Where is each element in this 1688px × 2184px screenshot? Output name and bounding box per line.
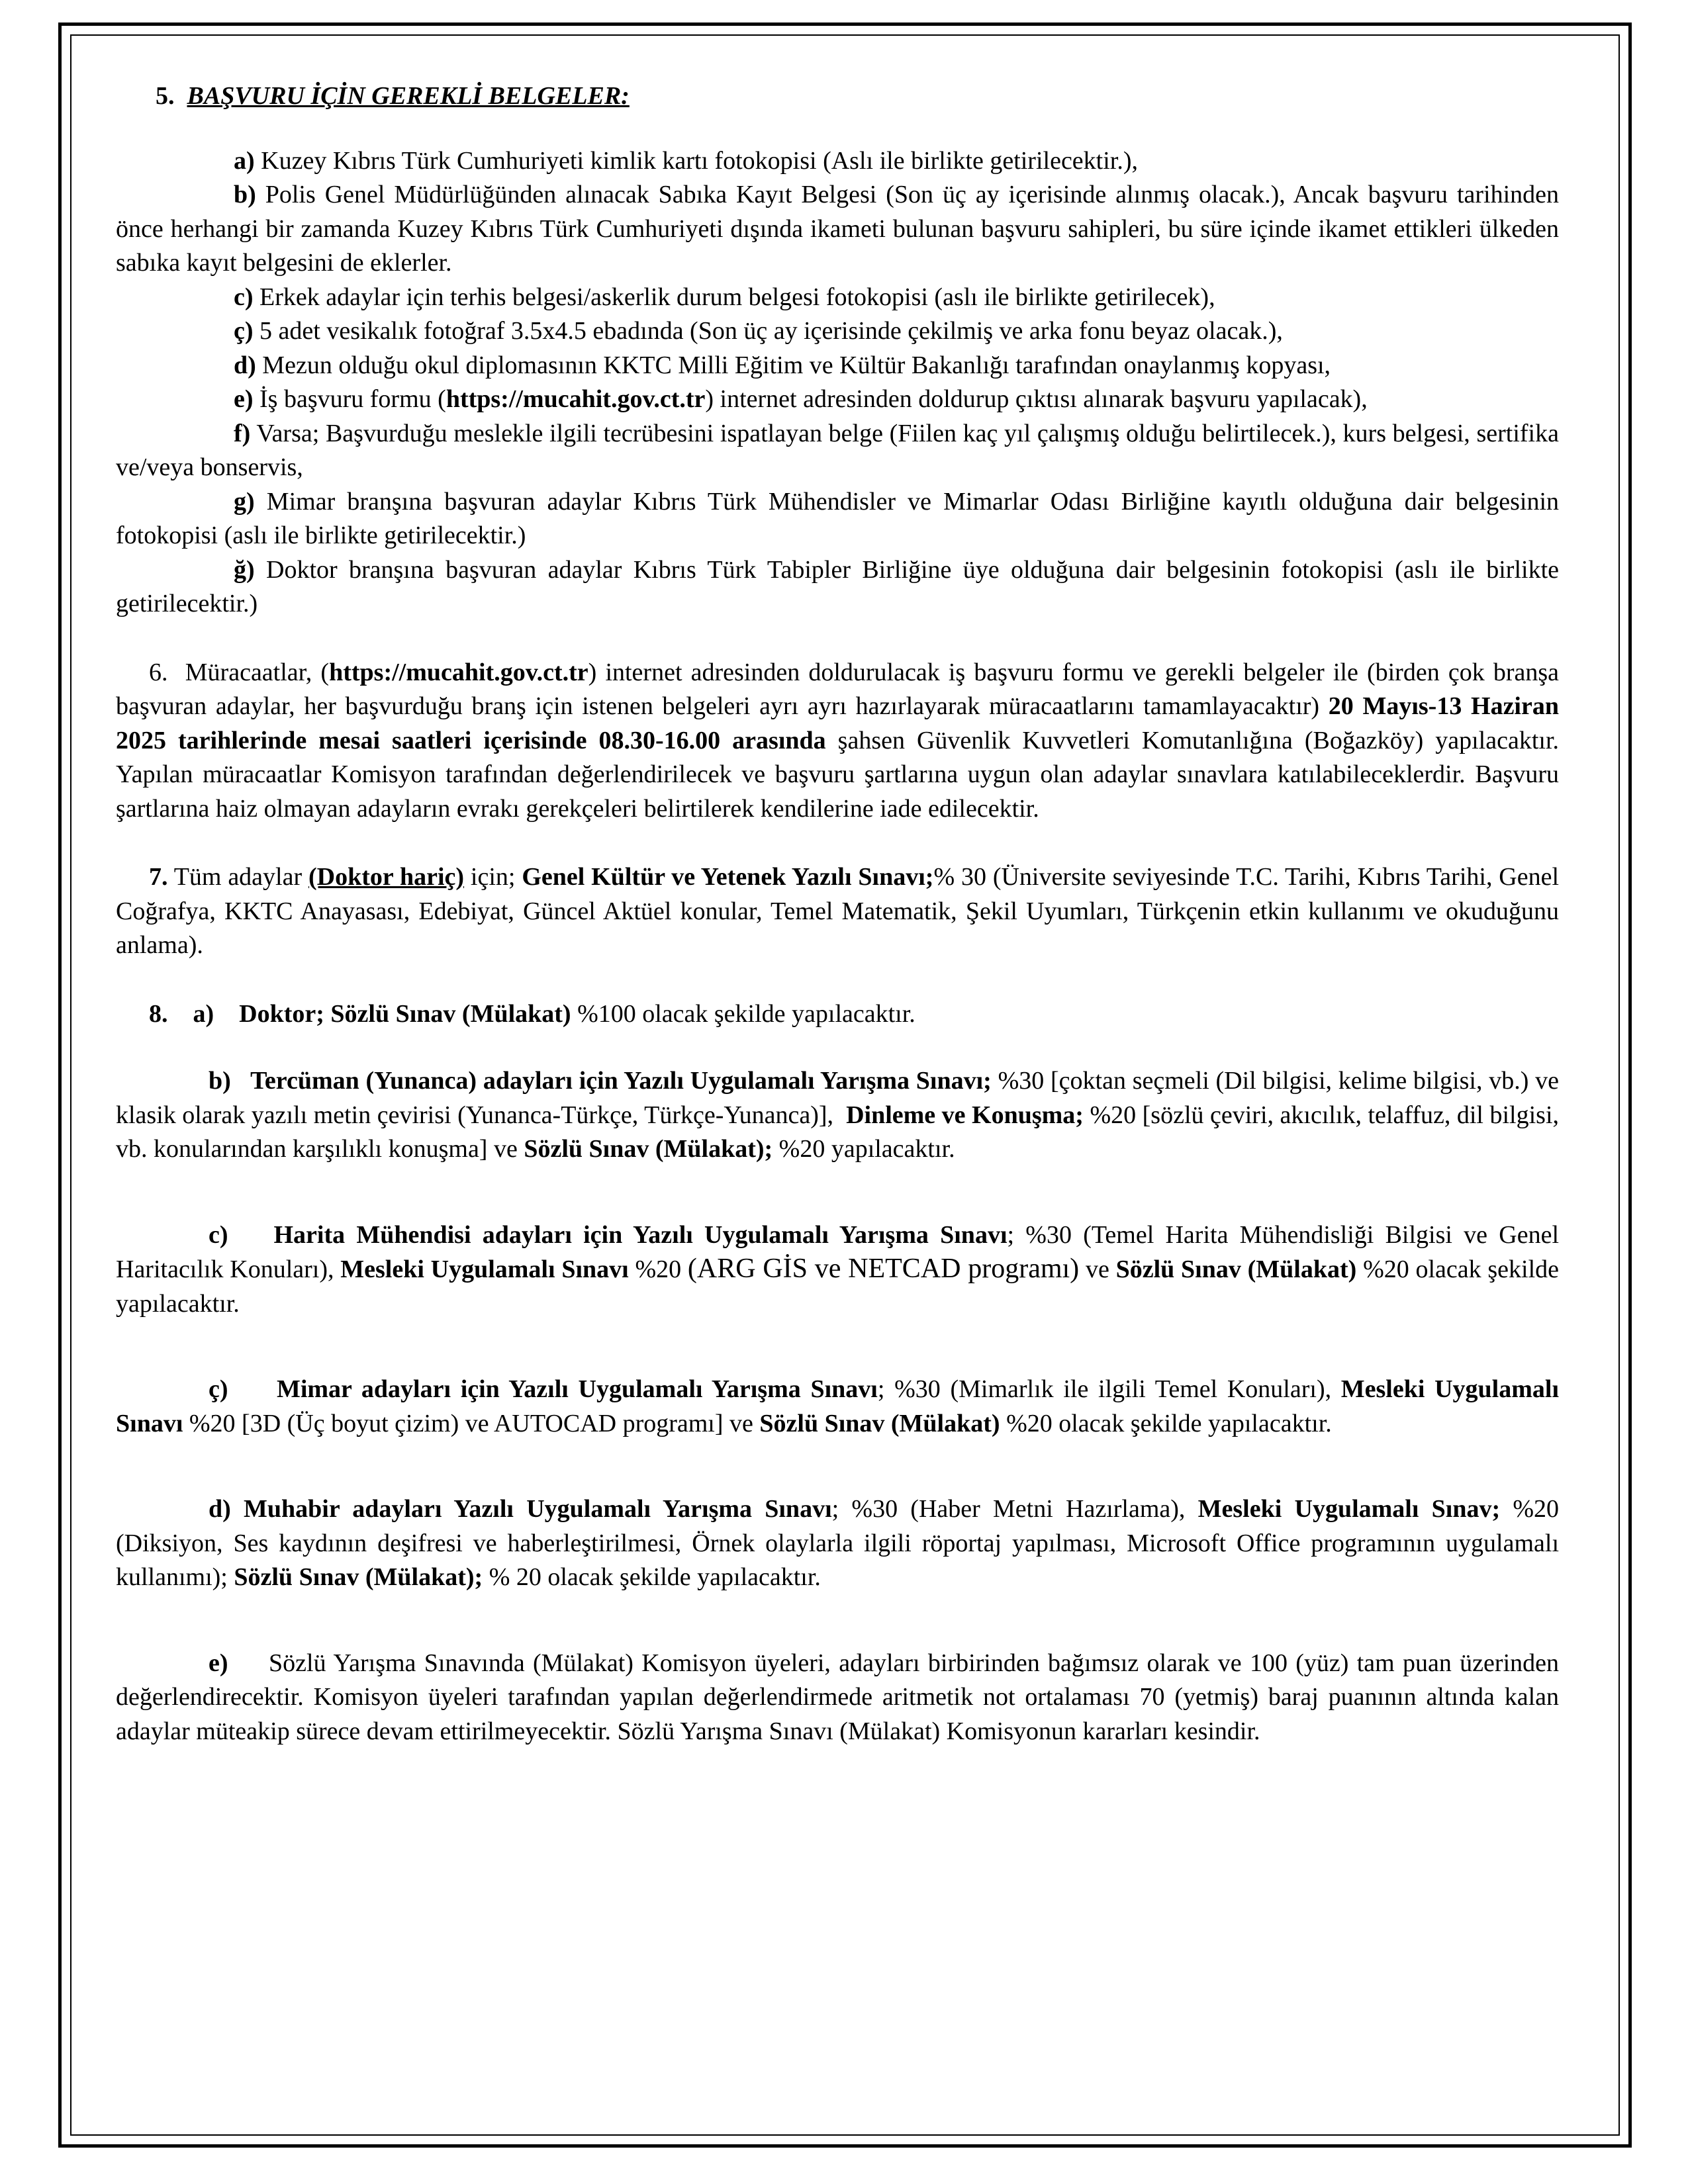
section-8b: b) Tercüman (Yunanca) adayları için Yazılı Uygulamalı Yarışma Sınavı; %30 [çoktan seçmeli (Dil bilgisi, kelime bilgisi, vb.) ve klasik olarak yazılı metin çevirisi (Yunanca-Türkçe, Türkçe-Yunanca)], Dinleme ve Konuşma; %20 [sözlü çeviri, akıcılık, telaffuz, dil bilgisi, vb. konularından karşılıklı konuşma] ve Sözlü Sınav (Mülakat); %20 yapılacaktır. xyxy=(116,1067,1559,1163)
item-5a: a) Kuzey Kıbrıs Türk Cumhuriyeti kimlik kartı fotokopisi (Aslı ile birlikte getirilecektir.), xyxy=(234,146,1138,175)
section-6: 6. Müracaatlar, (https://mucahit.gov.ct.tr) internet adresinden doldurulacak iş başvuru formu ve gerekli belgeler ile (birden çok branşa başvuran adaylar, her başvurduğu branş için istenen belgeleri ayrı ayrı hazırlayarak müracaatlarını tamamlayacaktır) 20 Mayıs-13 Haziran 2025 tarihlerinde mesai saatleri içerisinde 08.30-16.00 arasında şahsen Güvenlik Kuvvetleri Komutanlığına (Boğazköy) yapılacaktır. Yapılan müracaatlar Komisyon tarafından değerlendirilecek ve başvuru şartlarına uygun olan adaylar sınavlara katılabileceklerdir. Başvuru şartlarına haiz olmayan adayların evrakı gerekçeleri belirtilerek kendilerine iade edilecektir. xyxy=(116,658,1559,823)
section-8a: 8. a) Doktor; Sözlü Sınav (Mülakat) %100 olacak şekilde yapılacaktır. xyxy=(149,999,915,1028)
section-8e: e) Sözlü Yarışma Sınavında (Mülakat) Komisyon üyeleri, adayları birbirinden bağımsız olarak ve 100 (yüz) tam puan üzerinden değerlendirecektir. Komisyon üyeleri tarafından yapılan değerlendirmede aritmetik not ortalaması 70 (yetmiş) baraj puanının altında kalan adaylar müteakip sürece devam ettirilmeyecektir. Sözlü Yarışma Sınavı (Mülakat) Komisyonun kararları kesindir. xyxy=(116,1649,1559,1745)
item-5gg: ğ) Doktor branşına başvuran adaylar Kıbrıs Türk Tabipler Birliğine üye olduğuna dair belgesinin fotokopisi (aslı ile birlikte getirilecektir.) xyxy=(116,555,1559,617)
item-5g: g) Mimar branşına başvuran adaylar Kıbrıs Türk Mühendisler ve Mimarlar Odası Birliğine kayıtlı olduğuna dair belgesinin fotokopisi (aslı ile birlikte getirilecektir.) xyxy=(116,487,1560,549)
item-5b: b) Polis Genel Müdürlüğünden alınacak Sabıka Kayıt Belgesi (Son üç ay içerisinde alınmış olacak.), Ancak başvuru tarihinden önce herhangi bir zamanda Kuzey Kıbrıs Türk Cumhuriyeti dışında ikameti bulunan başvuru sahipleri, bu süre içinde ikamet ettikleri ülkeden sabıka kayıt belgesini de eklerler. xyxy=(116,181,1560,277)
section-8cc: ç) Mimar adayları için Yazılı Uygulamalı Yarışma Sınavı; %30 (Mimarlık ile ilgili Temel Konuları), Mesleki Uygulamalı Sınavı %20 [3D (Üç boyut çizim) ve AUTOCAD programı] ve Sözlü Sınav (Mülakat) %20 olacak şekilde yapılacaktır. xyxy=(116,1375,1560,1437)
item-5e: e) İş başvuru formu (https://mucahit.gov.ct.tr) internet adresinden doldurup çıktısı alınarak başvuru yapılacak), xyxy=(234,385,1368,413)
document-body xyxy=(116,79,1559,1749)
item-5c: c) Erkek adaylar için terhis belgesi/askerlik durum belgesi fotokopisi (aslı ile birlikte getirilecek), xyxy=(234,283,1215,311)
mucahit-url-link[interactable]: https://mucahit.gov.ct.tr xyxy=(445,385,706,413)
item-5d: d) Mezun olduğu okul diplomasının KKTC Milli Eğitim ve Kültür Bakanlığı tarafından onaylanmış kopyası, xyxy=(234,351,1331,379)
section-5-title: BAŞVURU İÇİN GEREKLİ BELGELER: xyxy=(187,82,630,110)
section-5-heading: 5. BAŞVURU İÇİN GEREKLİ BELGELER: xyxy=(156,82,630,110)
item-5cc: ç) 5 adet vesikalık fotoğraf 3.5x4.5 ebadında (Son üç ay içerisinde çekilmiş ve arka fonu beyaz olacak.), xyxy=(234,317,1283,345)
section-8c: c) Harita Mühendisi adayları için Yazılı Uygulamalı Yarışma Sınavı; %30 (Temel Harita Mühendisliği Bilgisi ve Genel Haritacılık Konuları), Mesleki Uygulamalı Sınavı %20 (ARG GİS ve NETCAD programı) ve Sözlü Sınav (Mülakat) %20 olacak şekilde yapılacaktır. xyxy=(116,1220,1560,1318)
section-8d: d) Muhabir adayları Yazılı Uygulamalı Yarışma Sınavı; %30 (Haber Metni Hazırlama), Mesleki Uygulamalı Sınav; %20 (Diksiyon, Ses kaydının deşifresi ve haberleştirilmesi, Örnek olaylarla ilgili röportaj yapılması, Microsoft Office programının uygulamalı kullanımı); Sözlü Sınav (Mülakat); % 20 olacak şekilde yapılacaktır. xyxy=(116,1495,1560,1591)
item-5f: f) Varsa; Başvurduğu meslekle ilgili tecrübesini ispatlayan belge (Fiilen kaç yıl çalışmış olduğu belirtilecek.), kurs belgesi, sertifika ve/veya bonservis, xyxy=(116,419,1559,481)
section-7: 7. Tüm adaylar (Doktor hariç) için; Genel Kültür ve Yetenek Yazılı Sınavı;% 30 (Üniversite seviyesinde T.C. Tarihi, Kıbrıs Tarihi, Genel Coğrafya, KKTC Anayasası, Edebiyat, Güncel Aktüel konular, Temel Matematik, Şekil Uyumları, Türkçenin etkin kullanımı ve okuduğunu anlama). xyxy=(116,863,1560,959)
mucahit-url-link-2[interactable]: https://mucahit.gov.ct.tr xyxy=(329,658,588,686)
